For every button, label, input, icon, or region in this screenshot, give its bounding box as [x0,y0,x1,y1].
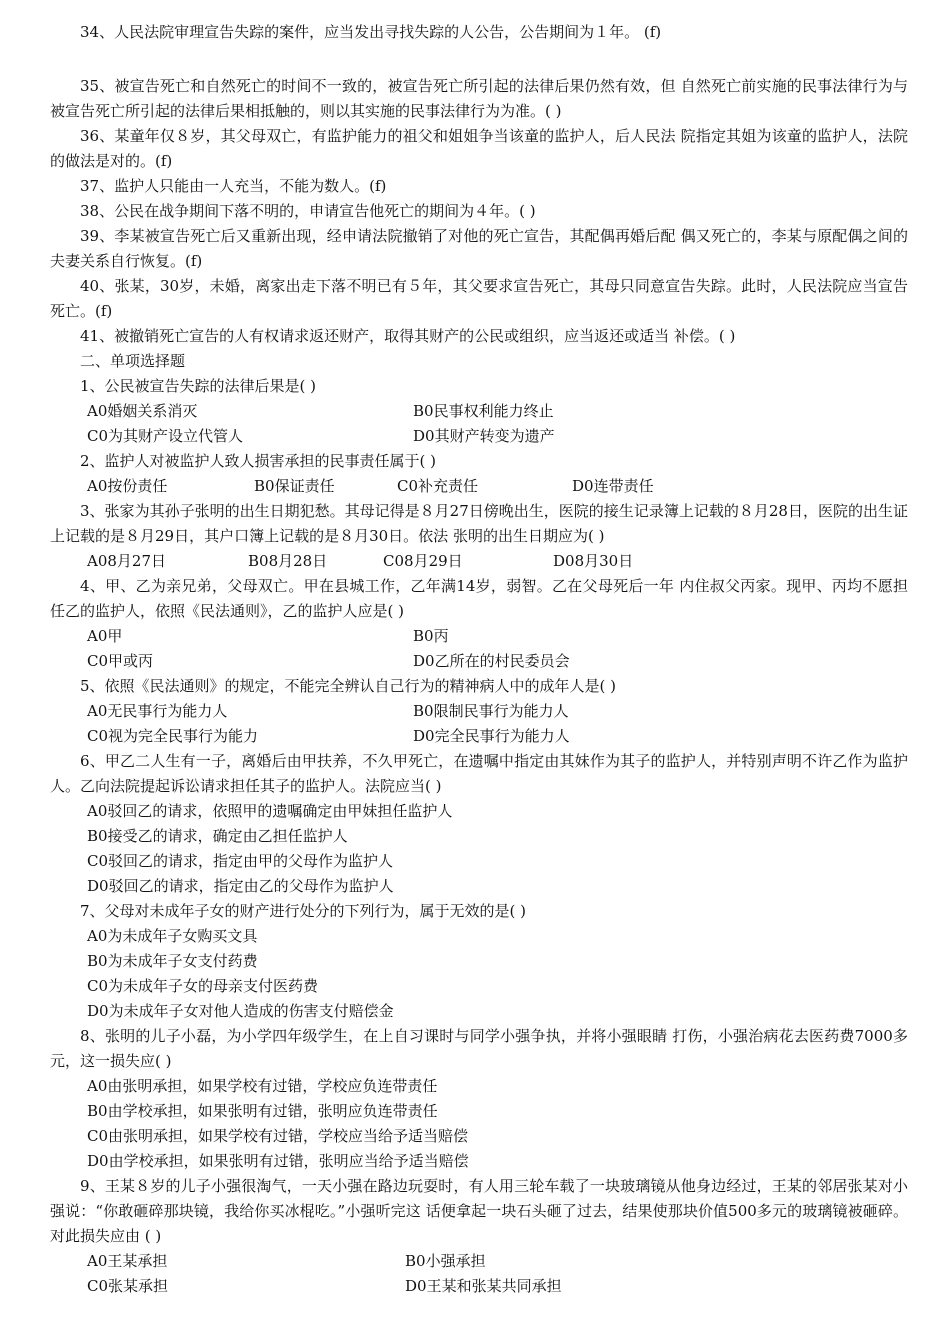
tf-item-41: 41、被撤销死亡宣告的人有权请求返还财产，取得其财产的公民或组织，应当返还或适当 补偿。( ) [80,327,736,345]
question-stem: 1、公民被宣告失踪的法律后果是( ) [80,377,317,395]
option-b: B0保证责任 [254,477,335,495]
section-title: 二、单项选择题 [80,352,186,370]
option-c: C0补充责任 [397,477,479,495]
option-d: D08月30日 [553,552,634,570]
option-c: C0为未成年子女的母亲支付医药费 [87,977,319,995]
option-b: B0限制民事行为能力人 [413,702,569,720]
option-d: D0由学校承担，如果张明有过错，张明应当给予适当赔偿 [87,1152,469,1170]
question-stem: 9、王某８岁的儿子小强很淘气，一天小强在路边玩耍时，有人用三轮车载了一块玻璃镜从他身边经过，王某的邻居张某对小强说：“你敢砸碎那块镜，我给你买冰棍吃。”小强听完这 话便拿起一块石头砸了过去，结果使那块价值500多元的玻璃镜被砸碎。对此损失应由 ( ) [50,1177,908,1245]
tf-item-39: 39、李某被宣告死亡后又重新出现，经申请法院撤销了对他的死亡宣告，其配偶再婚后配 偶又死亡的，李某与原配偶之间的夫妻关系自行恢复。(f) [50,227,908,270]
option-b: B0丙 [413,627,449,645]
tf-item-34: 34、人民法院审理宣告失踪的案件，应当发出寻找失踪的人公告，公告期间为１年。 (f) [80,23,662,41]
option-c: C0视为完全民事行为能力 [87,727,259,745]
tf-item-37: 37、监护人只能由一人充当，不能为数人。(f) [80,177,387,195]
tf-item-40: 40、张某，30岁，未婚，离家出走下落不明已有５年，其父要求宣告死亡，其母只同意宣告失踪。此时，人民法院应当宣告死亡。(f) [50,277,908,320]
tf-item-35: 35、被宣告死亡和自然死亡的时间不一致的，被宣告死亡所引起的法律后果仍然有效，但 自然死亡前实施的民事法律行为与被宣告死亡所引起的法律后果相抵触的，则以其实施的民事法律行为为准。( ) [50,77,908,120]
option-b: B0由学校承担，如果张明有过错，张明应负连带责任 [87,1102,438,1120]
option-a: A0无民事行为能力人 [87,702,228,720]
option-d: D0王某和张某共同承担 [405,1277,562,1295]
question-stem: 7、父母对未成年子女的财产进行处分的下列行为，属于无效的是( ) [80,902,527,920]
option-c: C0张某承担 [87,1277,169,1295]
question-stem: 3、张家为其孙子张明的出生日期犯愁。其母记得是８月27日傍晚出生，医院的接生记录簿上记载的８月28日，医院的出生证上记载的是８月29日，其户口簿上记载的是８月30日。依法 张明的出生日期应为( ) [50,502,908,545]
question-stem: 6、甲乙二人生有一子，离婚后由甲扶养，不久甲死亡，在遗嘱中指定由其妹作为其子的监护人，并特别声明不许乙作为监护人。乙向法院提起诉讼请求担任其子的监护人。法院应当( ) [50,752,908,795]
question-stem: 5、依照《民法通则》的规定，不能完全辨认自己行为的精神病人中的成年人是( ) [80,677,617,695]
option-c: C0为其财产设立代管人 [87,427,244,445]
option-b: B0为未成年子女支付药费 [87,952,258,970]
option-a: A0王某承担 [87,1252,168,1270]
option-d: D0为未成年子女对他人造成的伤害支付赔偿金 [87,1002,394,1020]
option-a: A0婚姻关系消灭 [87,402,198,420]
option-c: C0驳回乙的请求，指定由甲的父母作为监护人 [87,852,394,870]
question-stem: 8、张明的儿子小磊，为小学四年级学生，在上自习课时与同学小强争执，并将小强眼睛 打伤，小强治病花去医药费7000多元，这一损失应( ) [50,1027,908,1070]
option-a: A0按份责任 [87,477,168,495]
question-stem: 2、监护人对被监护人致人损害承担的民事责任属于( ) [80,452,437,470]
option-a: A0驳回乙的请求，依照甲的遗嘱确定由甲妹担任监护人 [87,802,453,820]
option-d: D0驳回乙的请求，指定由乙的父母作为监护人 [87,877,394,895]
option-b: B08月28日 [248,552,328,570]
option-c: C0甲或丙 [87,652,154,670]
option-b: B0接受乙的请求，确定由乙担任监护人 [87,827,348,845]
option-a: A0甲 [87,627,123,645]
option-d: D0乙所在的村民委员会 [413,652,570,670]
option-a: A0由张明承担，如果学校有过错，学校应负连带责任 [87,1077,438,1095]
option-a: A08月27日 [87,552,167,570]
question-stem: 4、甲、乙为亲兄弟，父母双亡。甲在县城工作，乙年满14岁，弱智。乙在父母死后一年 内住叔父丙家。现甲、丙均不愿担任乙的监护人，依照《民法通则》，乙的监护人应是( ) [50,577,908,620]
option-c: C08月29日 [383,552,463,570]
tf-item-38: 38、公民在战争期间下落不明的，申请宣告他死亡的期间为４年。( ) [80,202,536,220]
option-c: C0由张明承担，如果学校有过错，学校应当给予适当赔偿 [87,1127,469,1145]
option-b: B0民事权利能力终止 [413,402,554,420]
option-d: D0连带责任 [572,477,654,495]
option-d: D0其财产转变为遗产 [413,427,555,445]
tf-item-36: 36、某童年仅８岁，其父母双亡，有监护能力的祖父和姐姐争当该童的监护人，后人民法 院指定其姐为该童的监护人，法院的做法是对的。(f) [50,127,908,170]
option-d: D0完全民事行为能力人 [413,727,570,745]
option-b: B0小强承担 [405,1252,486,1270]
option-a: A0为未成年子女购买文具 [87,927,258,945]
